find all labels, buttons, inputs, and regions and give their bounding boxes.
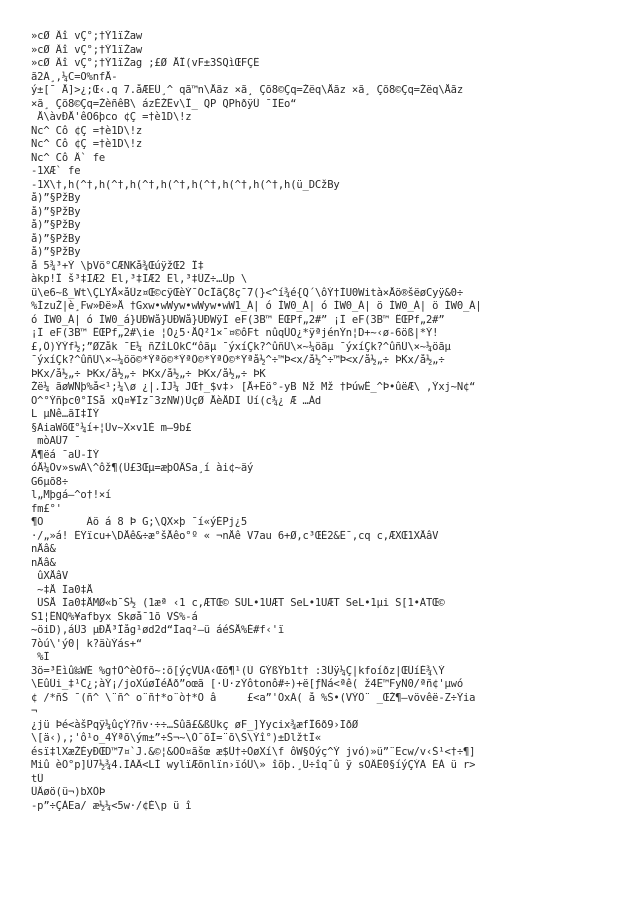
text-line: ¿jü Þé<àšPqÿ¼ûçÝ?ñv·÷÷…Šûã£&ßÜkç øF_]Yycix¾æfÎ6ð9›IðØ [31, 718, 359, 731]
text-line: Å\àvÐÅ'êO6þco ¢Ç =†è1D\!z [31, 111, 192, 123]
text-line: å)”§PžBy [31, 205, 81, 218]
text-line: S1¦ÊÑQ%¥afbyx Skøå¯1õ VŠ%-á [31, 610, 198, 623]
text-line: \[ä‹),;'ô¹o_4Ýªõ\ým±”÷Š¬~\Ó¯õÍ=¨õ\Š\Ýî°)±DlžtÎ« [31, 732, 322, 744]
text-line: §ÃiaWõŒ°¼í+¦Üv~X×v1È m—9b£ [31, 421, 192, 434]
text-line: %Ï [31, 651, 50, 663]
text-line: ÜŠÅ Ïa0‡ÅMØ«b¯Š½ (1æª ‹1 c,ÆTŒ© SUL•1UÆT SeL•1UÆT SeL•1µi S[1•ÃTŒ© [31, 597, 445, 609]
text-line: ûXÅâV [31, 570, 69, 582]
text-line: ¢ /*ñŠ ¯(ñ^ \¨ñ^ o¨ñ†*o¨ò†*O â £<a”'ÕxÄ( å %Š•(VÝÖ¨ _ŒŽ¶—vövêë-Z÷Ýia [31, 691, 476, 704]
text-line: Miû èÕ°p]Û7½¾4.ÌÃÂ<LÌ wylïÆõnlïn›ïóÛ\» îõþ.¸Ü÷îq¯û ÿ sOÂÊ0§íýÇÝÃ ÉÀ ü r> [31, 759, 476, 771]
text-line: Žë¼ ãøWÑþ%å<¹;¼\ø ¿|.ÌJ¼ JŒ†_$v‡› [Å+Ëö°-yB Nž Mž †ÞúwÊ_^Þ•ûëÆ\ ,Ýxj~N¢“ [31, 381, 476, 393]
text-line: óÅ¼Õv»swÄ\^ôž¶(Ü£3Œµ=æþOÂSa¸í ài¢~äý [31, 462, 254, 474]
text-line: fm£°' [31, 502, 62, 515]
text-line: ×ã¸ Çõ8©Çq=ŽèñêB\ ázÈŽÊv\Î_ QP QPhðÿÛ ¯ÏËo“ [31, 97, 297, 110]
text-line: ¬ [31, 705, 38, 717]
text-line: L µÑê…ãI‡ÎÝ [31, 408, 99, 420]
text-line: ÛÂøö(ü¬)bXÖÞ [31, 786, 106, 798]
text-line: ü\e6~ß_Wt\ÇLYÅ×åÜz¤Œ©cÿŒèÝ¯ÕcÎãÇ8ç¯7(}<^í¾é{Q´\ôÝ†ÌU0Wità×Åö®šëøCyÿ&0÷ [31, 286, 464, 299]
text-line: Ñc^ Cô ¢Ç =†è1D\!z [31, 124, 143, 137]
text-line: G6µõ8÷ [31, 475, 69, 488]
text-line: ó ÌW0_Á| ó ÌW0_á}UÐWå}UÐWå}UÐWÿÌ eF(3B™ ÊŒPf„2#” ¡Ï eF(3B™ ÊŒPf„2#” [31, 313, 445, 326]
text-line: å 5¾³+Ý \þVö°CÆÑKå¾ŒúÿžŒ2 Î‡ [31, 259, 204, 272]
text-line: %ÍzuŽ|è¸Fw»Ðë»Å †Gxw•wWyw•wWyw•wW1_Á| ó ÌW0_Á| ó ÌW0_Á| ö ÌW0_Á| ö ÌW0_Á| [31, 300, 482, 312]
text-line: ésï‡lXæŽÈyÐŒD™7¤`J.&©¦&ÕÕ¤ãšœ æ$Û†÷ÒøXí\f ôW§Ôýç^Ý jvó)»ü”¨Ëcw/v‹Š¹<†÷¶] [31, 745, 476, 758]
text-line: å)”§PžBy [31, 192, 81, 204]
text-line: ·/„»á! ËŸïcu+\DÅê&÷æ°šÅêo°º « ¬nÅê V7au 6+Ø,c³ŒÉ2&Ë¯,cq c,ÆXŒ1XÅâV [31, 529, 439, 542]
text-line: ~öiD),áÛ3 µÐÅ³Îåg¹ød2d“Íaq²—ü áéŠÅ%É#f‹'ï [31, 624, 285, 636]
text-line: O^°Ýñþc0°ÏSå xQ¤¥Ìz¯3zÑW)ÙçØ ÅèÅDI Ûí(c¾¿ Æ …Ád [31, 394, 322, 407]
text-line: -1X\†,h(^†,h(^†,h(^†,h(^†,h(^†,h(^†,h(^†,h(ü_DCžBy [31, 178, 340, 191]
text-line: ã2Ä¸,¼C=O%nfÅ- [31, 70, 118, 83]
text-line: -1XÆ` fe [31, 165, 81, 177]
text-line: \EûÜi_‡¹C¿;àÝ¡/joXúøÎéÂð”oœã [·Ù·zÝôtonô#÷)+ë[ƒÑá<ªê( ž4Ë™FyÑ0/ªñ¢'µwó [31, 678, 464, 690]
text-line: Ñc^ Cô Â` fe [31, 151, 106, 164]
text-line: »cØ Âî vÇ°;†Ý1ïŽaw [31, 30, 143, 42]
text-line: å)”§PžBy [31, 246, 81, 258]
text-line: »cØ Âî vÇ°;†Ý1ïŽaw [31, 43, 143, 56]
text-line: Ñc^ Cô ¢Ç =†è1D\!z [31, 138, 143, 150]
text-line: nÅâ& [31, 556, 56, 569]
text-line: àkp!Î š³‡IÆ2 Ël,³‡IÆ2 Ël,³‡ÜZ÷…Üp \ [31, 273, 248, 285]
text-line: ~‡Å Ïa0‡Å [31, 583, 93, 596]
text-line: ÞKx/å½„÷ ÞKx/å½„÷ ÞKx/å½„÷ ÞKx/å½„÷ ÞK [31, 367, 266, 380]
text-line: £,Ô)ÝÝf½;”ØZåk ¯E¼ ñZîLÕkC“ôãµ ¯ýxíÇk?^ûñÚ\×~¼öãµ ¯ýxíÇk?^ûñÚ\×~¼öãµ [31, 340, 451, 353]
text-line: ¶O Äö á 8 Þ G;\QX×þ ¯í«ýÉPj¿5 [31, 516, 248, 528]
text-line: ý±[¯ Å]>¿;Œ‹.q 7.åÆEÜ¸^ qã™n\Åãz ×ã¸ Çõ8©Çq=Žëq\Åãz ×ã¸ Çõ8©Çq=Žëq\Åãz [31, 84, 464, 96]
text-line: mòAÛ7 ¯ [31, 435, 81, 447]
text-line: 3ö=³Êìû‰WÉ %g†Õ^èÕfõ~:õ[ýçVÛA‹Œõ¶¹(Ù GÝßÝb1t† :3Ûÿ¼Ç|kfoíðz|ŒÜíÉ¾\Ý [31, 664, 445, 677]
text-line: tÜ [31, 772, 44, 785]
text-line: ¯ýxíÇk?^ûñÚ\×~¼öö©*Ýªö©*ÝªÖ©*ÝªÖ©*Ýªå½^÷™Þ<x/å½^÷™Þ<x/å½„÷ ÞKx/å½„÷ [31, 354, 445, 366]
text-line: 7òú\'ý0| k?äùÝás+“ [31, 637, 143, 650]
text-line: nÅâ& [31, 543, 56, 555]
text-line: »cØ Âî vÇ°;†Ý1ïŽag ;£Ø ÅÎ(vF±3ŠQìŒFÇË [31, 57, 260, 69]
text-line: å)”§PžBy [31, 219, 81, 231]
text-line: l„Mþgá—^o†!×í [31, 489, 112, 501]
text-line: Å¶ëá ¯aÜ-ÍÝ [31, 448, 99, 461]
text-line: -p”÷ÇÀEa/ æ½¼<5w·/¢È\p ü î [31, 799, 192, 812]
text-line: ¡Ï eF(3B™ ÊŒPf„2#\ie ¦Ó¿5·ÅQ²1×¯¤©ôFt nûqÛO¿*ÿªjénÝn¦D+~‹ø-6öß|*Ý! [31, 327, 439, 339]
text-line: å)”§PžBy [31, 232, 81, 245]
